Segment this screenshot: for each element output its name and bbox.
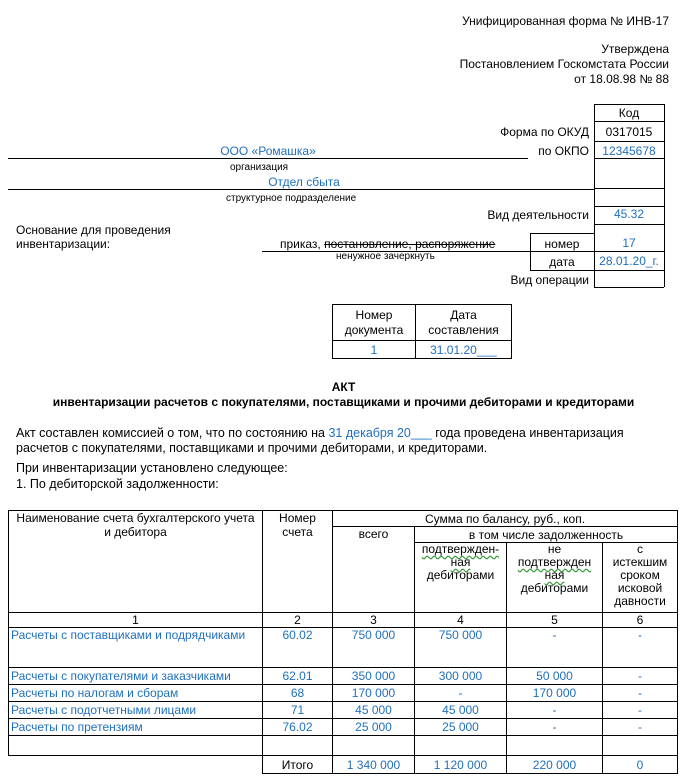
doc-table — [332, 304, 512, 359]
unit-caption: структурное подразделение — [226, 193, 357, 204]
row-account: 68 — [263, 685, 333, 702]
doc-date-header: Дата составления — [416, 305, 512, 341]
date-value: 28.01.20_г. — [599, 254, 659, 268]
act-established: При инвентаризации установлено следующее: — [16, 461, 288, 475]
act-section-1: 1. По дебиторской задолженности: — [16, 477, 219, 491]
okpo-value: 12345678 — [602, 144, 656, 158]
col-number: 4 — [415, 613, 507, 628]
decree-label: Постановлением Госкомстата России — [459, 57, 669, 71]
activity-value: 45.32 — [613, 207, 645, 221]
row-unconfirmed: - — [507, 628, 603, 668]
row-account: 62.01 — [263, 668, 333, 685]
col-number: 5 — [507, 613, 603, 628]
col-number: 6 — [603, 613, 678, 628]
row-account: 76.02 — [263, 719, 333, 736]
activity-label: Вид деятельности — [487, 208, 589, 222]
debt-table — [8, 510, 678, 774]
row-account: 71 — [263, 702, 333, 719]
table-row — [9, 719, 678, 736]
basis-doc-types — [280, 237, 495, 251]
row-name: Расчеты с подотчетными лицами — [9, 702, 263, 719]
row-expired: - — [603, 702, 678, 719]
doc-number-header: Номер документа — [333, 305, 416, 341]
basis-caption: ненужное зачеркнуть — [336, 251, 435, 262]
row-unconfirmed: 50 000 — [507, 668, 603, 685]
th-including: в том числе задолженность — [415, 527, 678, 543]
total-confirmed: 1 120 000 — [415, 756, 507, 774]
row-total: 25 000 — [333, 719, 415, 736]
basis-doc-plain: приказ, — [280, 237, 325, 251]
date-label: дата — [549, 255, 575, 269]
th-name: Наименование счета бухгалтерского учета и дебитора — [9, 511, 263, 613]
row-total: 45 000 — [333, 702, 415, 719]
okud-label: Форма по ОКУД — [500, 125, 589, 139]
th-confirmed: подтвержден- ная дебиторами — [415, 543, 507, 613]
row-name: Расчеты с поставщиками и подрядчиками — [9, 628, 263, 668]
total-label: Итого — [263, 756, 333, 774]
codes-title: Код — [618, 106, 640, 120]
row-unconfirmed: - — [507, 719, 603, 736]
org-unit: Отдел сбыта — [268, 175, 340, 189]
form-name: Унифицированная форма № ИНВ-17 — [462, 14, 669, 28]
row-confirmed: 25 000 — [415, 719, 507, 736]
table-row — [9, 685, 678, 702]
col-number: 1 — [9, 613, 263, 628]
act-date: 31 декабря 20___ — [328, 426, 432, 440]
table-row — [9, 628, 678, 668]
operation-label: Вид операции — [510, 273, 589, 287]
row-confirmed: - — [415, 685, 507, 702]
okud-value: 0317015 — [605, 125, 653, 139]
approved-label: Утверждена — [601, 42, 669, 56]
total-expired: 0 — [603, 756, 678, 774]
col-number: 2 — [263, 613, 333, 628]
number-value: 17 — [622, 236, 636, 250]
okpo-label: по ОКПО — [538, 144, 589, 158]
col-number: 3 — [333, 613, 415, 628]
total-unconfirmed: 220 000 — [507, 756, 603, 774]
row-confirmed: 750 000 — [415, 628, 507, 668]
row-account: 60.02 — [263, 628, 333, 668]
row-confirmed: 45 000 — [415, 702, 507, 719]
th-expired: с истекшим сроком исковой давности — [603, 543, 678, 613]
row-name: Расчеты по налогам и сборам — [9, 685, 263, 702]
th-sum: Сумма по балансу, руб., коп. — [333, 511, 678, 527]
table-row — [9, 668, 678, 685]
act-title: АКТ — [331, 380, 356, 394]
act-subtitle: инвентаризации расчетов с покупателями, поставщиками и прочими дебиторами и кредиторами — [52, 395, 635, 409]
table-row-empty — [9, 736, 678, 756]
row-name: Расчеты с покупателями и заказчиками — [9, 668, 263, 685]
table-total-row — [9, 756, 678, 774]
row-unconfirmed: 170 000 — [507, 685, 603, 702]
basis-label-2: инвентаризации: — [16, 237, 111, 251]
th-unconfirmed: не подтвержден ная дебиторами — [507, 543, 603, 613]
act-text-2: расчетов с покупателями, поставщиками и прочими дебиторами, и кредиторами. — [16, 441, 488, 455]
total-sum: 1 340 000 — [333, 756, 415, 774]
row-expired: - — [603, 628, 678, 668]
row-total: 350 000 — [333, 668, 415, 685]
row-unconfirmed: - — [507, 702, 603, 719]
org-name: ООО «Ромашка» — [220, 144, 316, 158]
th-account: Номер счета — [263, 511, 333, 613]
org-caption: организация — [230, 162, 289, 173]
doc-date-value: 31.01.20___ — [416, 341, 512, 359]
row-expired: - — [603, 685, 678, 702]
doc-number-value: 1 — [333, 341, 416, 359]
row-name: Расчеты по претензиям — [9, 719, 263, 736]
row-total: 750 000 — [333, 628, 415, 668]
number-label: номер — [544, 237, 580, 251]
row-confirmed: 300 000 — [415, 668, 507, 685]
row-expired: - — [603, 668, 678, 685]
basis-doc-struck: постановление, распоряжение — [324, 237, 496, 251]
basis-label-1: Основание для проведения — [16, 223, 171, 237]
act-text-1: Акт составлен комиссией о том, что по состоянию на 31 декабря 20___ года проведена инвентаризация — [16, 426, 624, 440]
decree-date: от 18.08.98 № 88 — [574, 72, 669, 86]
row-expired: - — [603, 719, 678, 736]
table-row — [9, 702, 678, 719]
row-total: 170 000 — [333, 685, 415, 702]
th-total: всего — [333, 527, 415, 613]
